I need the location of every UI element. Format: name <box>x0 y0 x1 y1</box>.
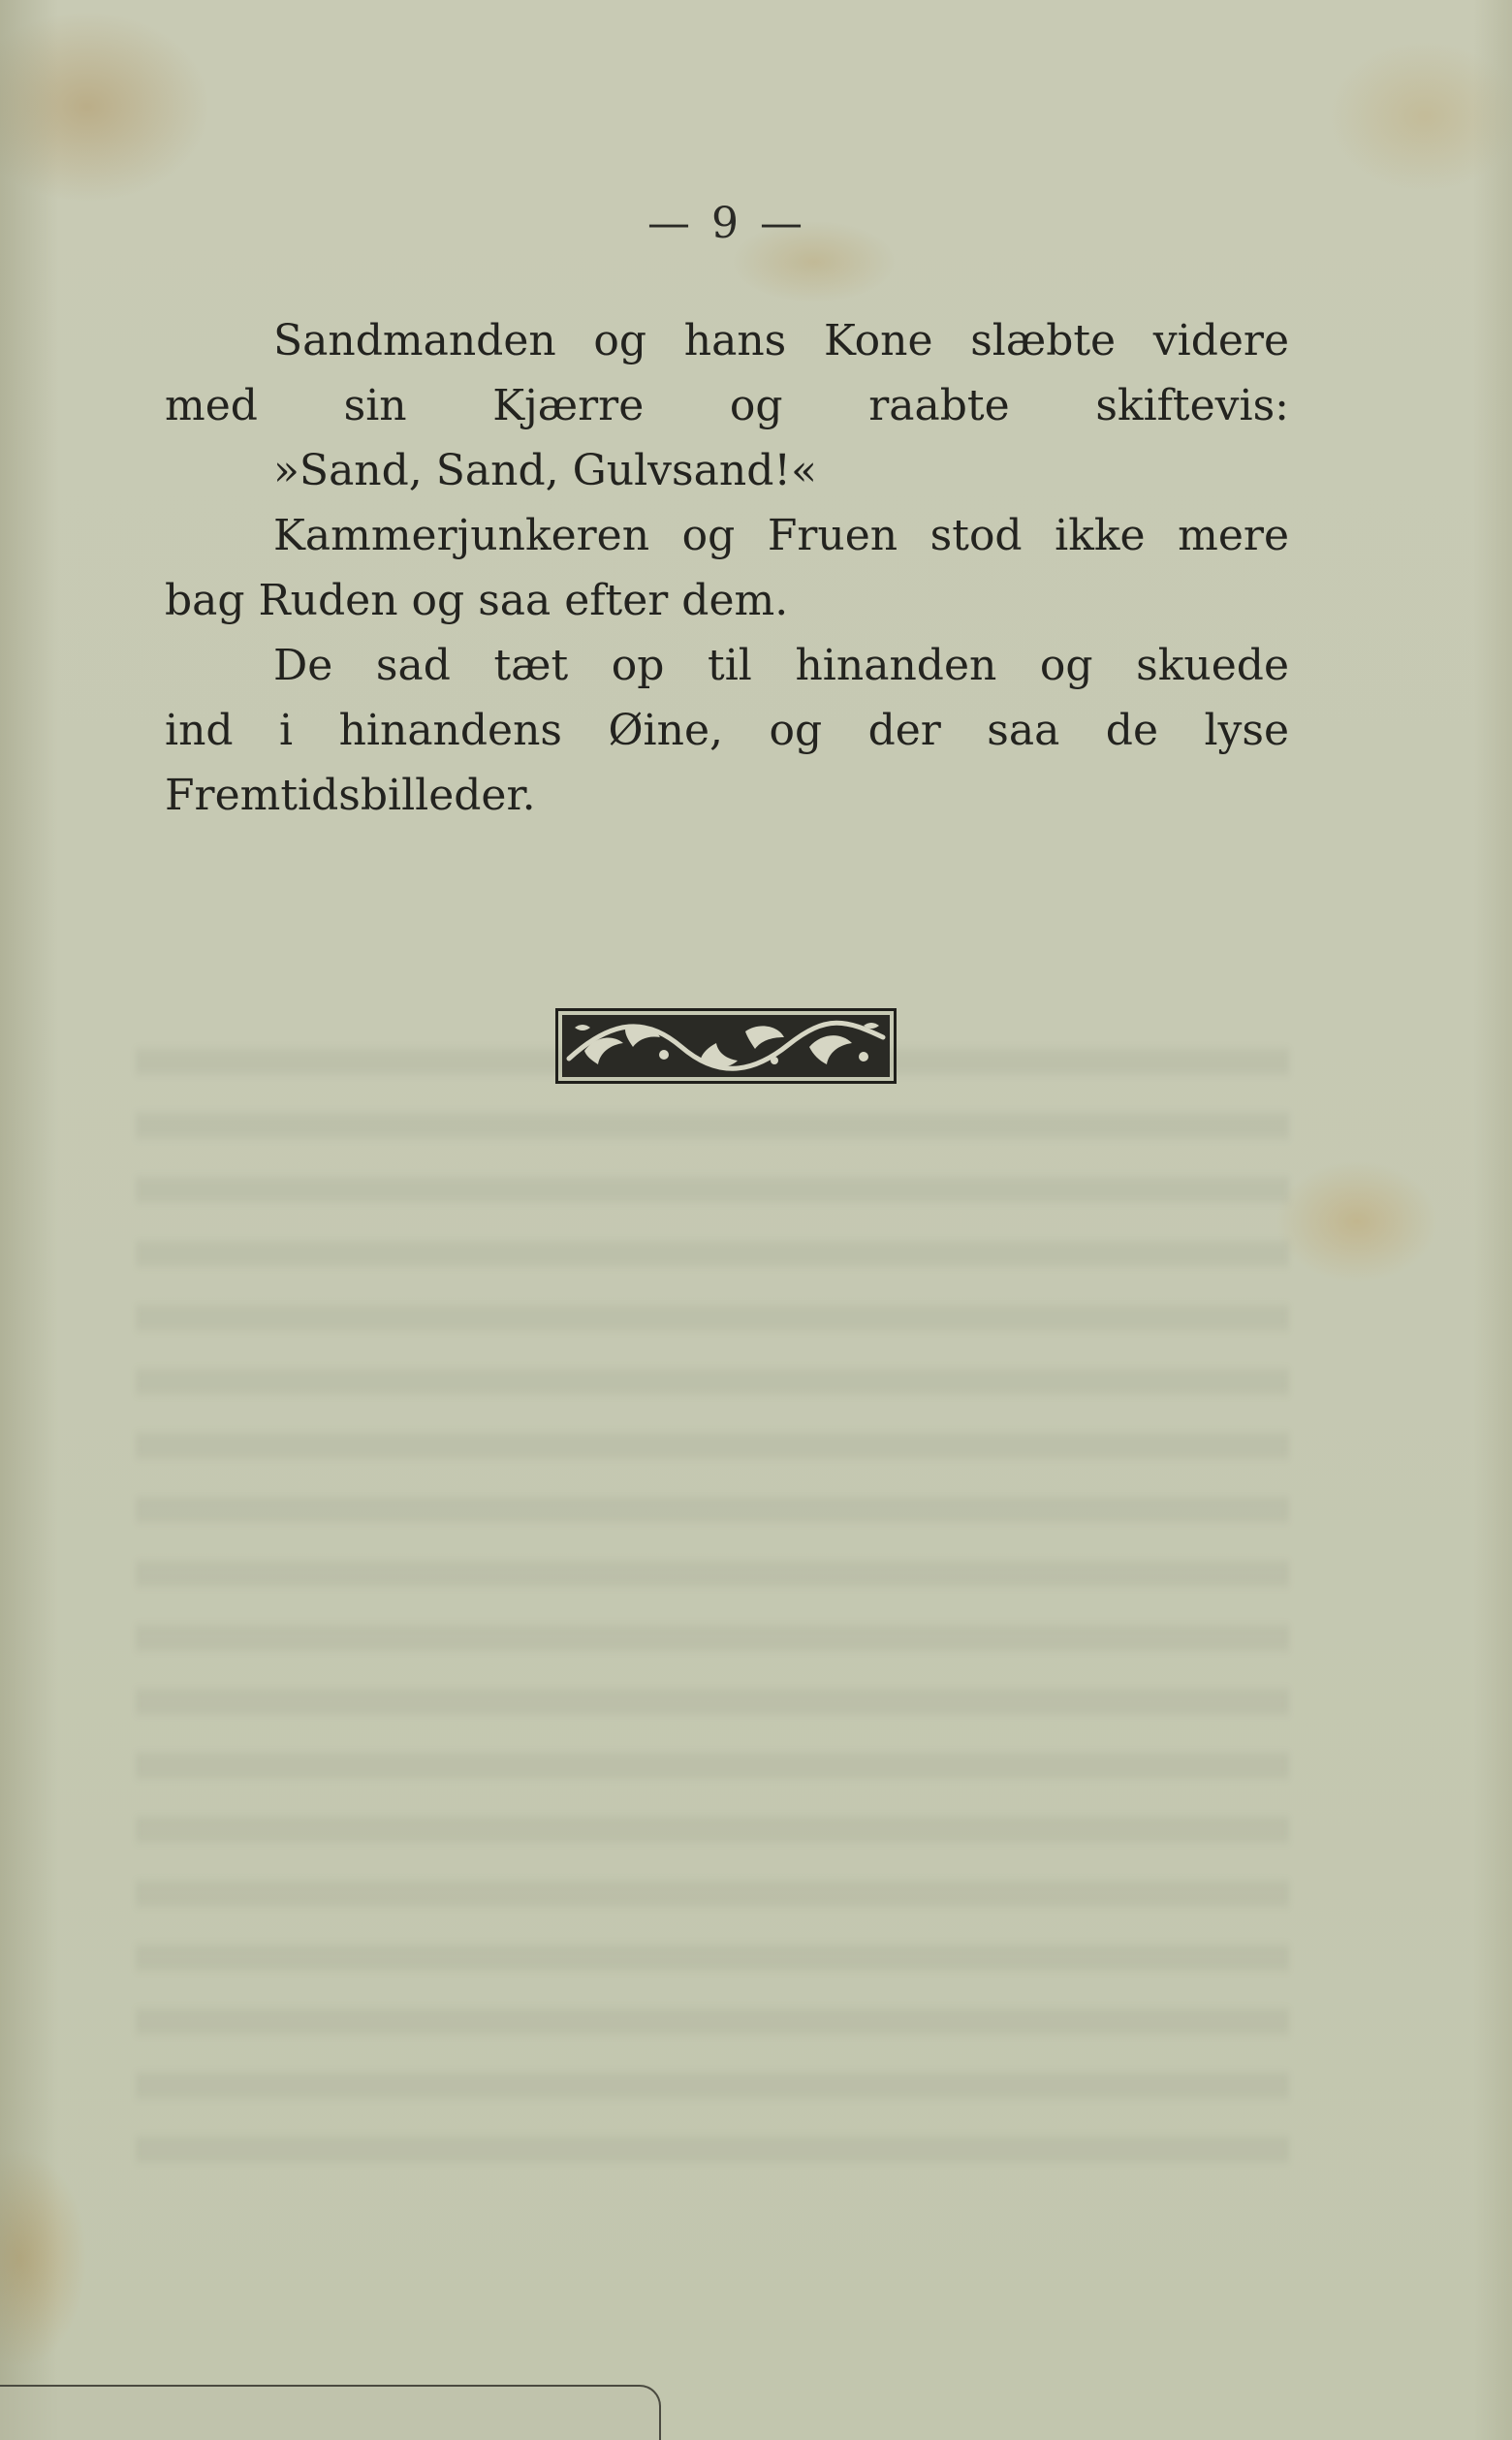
body-text <box>165 308 1289 828</box>
text-line: Sandmanden og hans Kone slæbte videre <box>273 316 1289 365</box>
page-number: — 9 — <box>647 199 806 248</box>
text-line: Fremtidsbilleder. <box>165 771 536 820</box>
text-line: med sin Kjærre og raabte skiftevis: <box>165 381 1289 430</box>
text-line: ind i hinandens Øine, og der saa de lyse <box>165 706 1289 755</box>
page-edge <box>1473 0 1512 2440</box>
text-line: De sad tæt op til hinanden og skuede <box>273 641 1289 690</box>
bottom-tab <box>0 2385 661 2440</box>
spine-shadow <box>0 0 58 2440</box>
bleed-through <box>136 1028 1289 2171</box>
text-line: bag Ruden og saa efter dem. <box>165 576 789 625</box>
text-line: Kammerjunkeren og Fruen stod ikke mere <box>273 511 1289 560</box>
text-line: »Sand, Sand, Gulvsand!« <box>273 446 817 495</box>
floral-vine-ornament-icon <box>555 1008 897 1084</box>
